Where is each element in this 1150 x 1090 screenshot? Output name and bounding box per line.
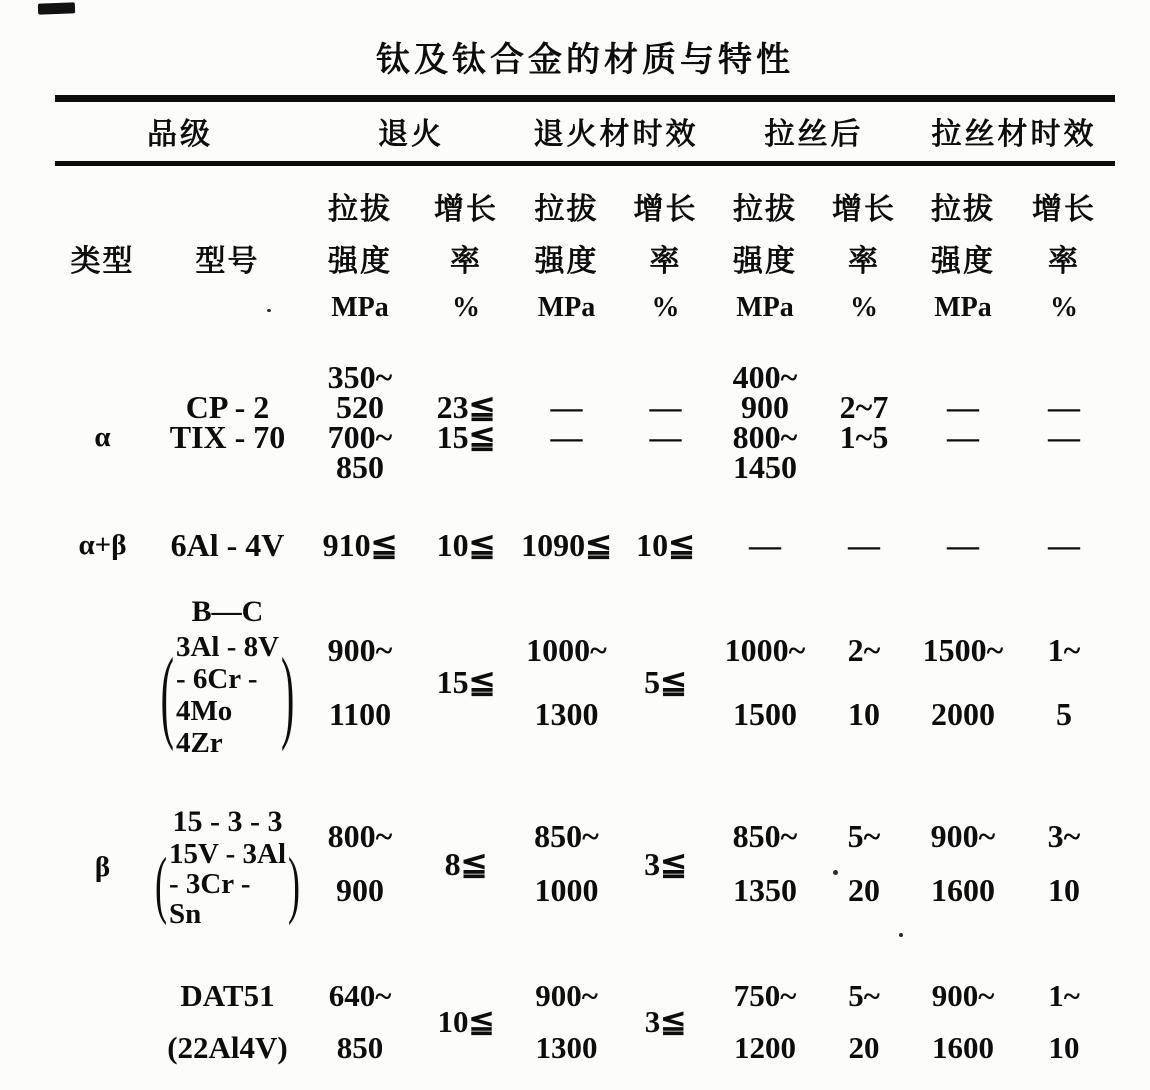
formula-line: - 3Cr - [168, 867, 251, 900]
value-cell: — [550, 388, 583, 425]
col-header-strength-line2: 强度 [931, 245, 995, 278]
formula-lines [169, 839, 286, 929]
value-top: 900~ [931, 978, 995, 1013]
col-header-strength-line2: 强度 [733, 245, 797, 278]
value-cell: — [848, 526, 880, 563]
col-header-elongation-line1: 增长 [633, 193, 698, 226]
column-header-row [55, 170, 1115, 332]
model-cell [150, 975, 305, 1067]
col-header-strength-line3: MPa [736, 292, 794, 323]
model-cell: TIX - 70 [169, 418, 286, 455]
value-cell: 910≦ [322, 527, 398, 563]
value-cell [616, 975, 715, 1067]
col-header-elongation-line3: % [850, 292, 878, 323]
model-cell: 6Al - 4V [170, 526, 285, 563]
col-header-spacer [150, 180, 305, 232]
type-cell: α+β [78, 528, 127, 561]
empty-cell [913, 452, 1013, 482]
value-bottom: 10 [1048, 872, 1080, 908]
col-header-strength-line1: 拉拔 [733, 193, 797, 226]
formula-line: - 6Cr - [175, 662, 258, 695]
group-header-drawn-aged: 拉丝材时效 [931, 118, 1097, 151]
alloy-formula [159, 631, 297, 759]
value-bottom: 20 [848, 872, 880, 908]
row-group-alpha [55, 358, 1115, 485]
value-cell: — [947, 418, 979, 455]
empty-cell [815, 362, 913, 392]
col-header-elongation-line1: 增长 [434, 193, 498, 226]
value-cell [415, 595, 517, 765]
value-cell: 1~5 [839, 418, 889, 455]
formula-line: 3Al - 8V [175, 630, 280, 663]
group-header-grade: 品级 [147, 118, 213, 151]
model-cell [150, 595, 305, 765]
empty-cell [55, 975, 150, 1067]
value-cell: 850 [336, 448, 384, 485]
value-top: 2~ [847, 631, 881, 668]
value-top: 800~ [327, 818, 393, 854]
value-bottom: 1300 [535, 1030, 598, 1065]
row-group-beta [55, 805, 1115, 930]
value-bottom: 1200 [734, 1030, 796, 1065]
group-header-annealed: 退火 [378, 118, 444, 151]
value-cell: 350~ [327, 358, 393, 395]
formula-lines [176, 631, 279, 759]
col-header-elongation-line3: % [452, 292, 480, 323]
value-top: 900~ [327, 631, 393, 668]
scan-speck [267, 309, 271, 312]
empty-cell [517, 452, 616, 482]
col-header-strength-line3: MPa [331, 292, 389, 323]
empty-cell [815, 452, 913, 482]
value-top: 5~ [848, 978, 880, 1013]
value-top: 1~ [1047, 631, 1081, 668]
row-group-alpha-beta [55, 528, 1115, 562]
value-cell [1013, 975, 1115, 1067]
row-group-b-c [55, 595, 1115, 765]
col-header-spacer [55, 284, 150, 332]
top-rule [55, 95, 1115, 102]
col-header-elongation-line2: 率 [848, 245, 880, 278]
col-header-strength-line1: 拉拔 [328, 193, 392, 226]
col-header-strength-line2: 强度 [328, 245, 392, 278]
value-cell: 1090≦ [521, 527, 612, 563]
empty-cell [913, 362, 1013, 392]
value-cell: — [649, 388, 682, 425]
model-heading: 15 - 3 - 3 [172, 805, 283, 838]
col-header-elongation-line2: 率 [649, 245, 682, 278]
value-cell: 23≦ [436, 389, 496, 425]
brace-left-paren: ( [154, 842, 167, 926]
value-bottom: 1000 [534, 872, 599, 908]
value-bottom: 1350 [733, 872, 797, 908]
formula-line: 15V - 3Al [168, 837, 287, 870]
value-cell [616, 595, 715, 765]
empty-cell [616, 362, 715, 392]
value-top: 1000~ [724, 631, 806, 668]
value-cell [305, 805, 415, 930]
col-header-elongation-line1: 增长 [832, 193, 896, 226]
value-top: 900~ [535, 978, 598, 1013]
col-header-elongation-line2: 率 [1048, 245, 1080, 278]
value-mid: 3≦ [644, 845, 687, 882]
value-cell: — [1048, 388, 1080, 425]
value-cell [715, 975, 815, 1067]
value-bottom: 10 [1048, 1030, 1080, 1065]
value-bottom: 1600 [931, 872, 995, 908]
brace-right-paren: ) [288, 842, 301, 926]
scan-speck [899, 933, 903, 937]
value-cell [1013, 805, 1115, 930]
value-cell [415, 805, 517, 930]
value-cell [517, 975, 616, 1067]
value-cell [815, 595, 913, 765]
group-header-annealed-aged: 退火材时效 [533, 118, 699, 151]
value-cell: 1450 [733, 448, 797, 485]
value-cell [517, 595, 616, 765]
empty-cell [616, 452, 715, 482]
value-cell [715, 595, 815, 765]
type-cell: β [94, 851, 111, 883]
value-top: 1000~ [526, 631, 607, 668]
empty-cell [415, 452, 517, 482]
value-bottom: 1300 [534, 695, 599, 732]
value-top: 750~ [733, 978, 797, 1013]
value-cell: 2~7 [839, 388, 889, 425]
value-bottom: 5 [1056, 695, 1072, 732]
type-cell: α [94, 420, 111, 453]
value-cell [913, 805, 1013, 930]
value-bottom: 2000 [931, 695, 995, 732]
value-bottom: 850 [336, 1030, 384, 1065]
alloy-formula [153, 839, 302, 929]
value-top: 850~ [732, 818, 798, 854]
value-bottom: 20 [848, 1030, 880, 1065]
value-mid: 15≦ [436, 664, 496, 700]
value-cell [815, 805, 913, 930]
value-cell: 700~ [327, 418, 393, 455]
value-cell [415, 975, 517, 1067]
group-header-after-drawing: 拉丝后 [764, 118, 864, 151]
scan-artifact [38, 2, 75, 14]
empty-cell [1013, 362, 1115, 392]
value-cell: 800~ [732, 418, 798, 455]
group-header-row [55, 104, 1115, 158]
value-cell: — [749, 526, 781, 563]
value-cell: — [550, 418, 583, 455]
col-header-model: 型号 [195, 245, 260, 278]
value-cell: — [1048, 418, 1080, 455]
value-bottom: 10 [848, 695, 880, 732]
value-cell: 900 [741, 388, 789, 425]
value-cell [1013, 595, 1115, 765]
header-rule [55, 161, 1115, 166]
value-cell [715, 805, 815, 930]
formula-line: 4Mo [175, 694, 233, 727]
col-header-elongation-line3: % [1050, 292, 1078, 323]
value-top: 850~ [534, 818, 599, 854]
model-heading: B—C [191, 595, 264, 628]
value-cell: — [947, 388, 979, 425]
empty-cell [55, 392, 150, 422]
value-mid: 3≦ [644, 1004, 687, 1039]
col-header-elongation-line3: % [651, 292, 680, 323]
table-title: 钛及钛合金的材质与特性 [376, 42, 794, 79]
empty-cell [150, 452, 305, 482]
empty-cell [1013, 452, 1115, 482]
value-top: 5~ [847, 818, 881, 854]
col-header-strength-line2: 强度 [534, 245, 599, 278]
empty-cell [55, 595, 150, 765]
col-header-strength-line3: MPa [537, 292, 596, 323]
col-header-strength-line3: MPa [934, 292, 992, 323]
value-top: 1~ [1048, 978, 1080, 1013]
formula-line: Sn [168, 897, 202, 930]
model-bottom: (22Al4V) [167, 1030, 288, 1065]
value-cell [305, 595, 415, 765]
brace-right-paren: ) [281, 635, 295, 753]
col-header-spacer [55, 180, 150, 232]
value-bottom: 1100 [328, 695, 392, 732]
value-top: 640~ [328, 978, 392, 1013]
col-header-elongation-line2: 率 [450, 245, 482, 278]
col-header-elongation-line1: 增长 [1032, 193, 1096, 226]
col-header-strength-line1: 拉拔 [931, 193, 995, 226]
col-header-type: 类型 [70, 245, 135, 278]
col-header-strength-line1: 拉拔 [534, 193, 599, 226]
value-cell [616, 805, 715, 930]
value-bottom: 1500 [733, 695, 797, 732]
formula-line: 4Zr [175, 726, 223, 759]
value-cell [913, 975, 1013, 1067]
model-cell: CP - 2 [185, 388, 270, 425]
empty-cell [55, 452, 150, 482]
value-cell [815, 975, 913, 1067]
value-top: 3~ [1047, 818, 1081, 854]
value-mid: 5≦ [644, 664, 687, 700]
value-cell: 10≦ [436, 527, 496, 563]
value-bottom: 1600 [932, 1030, 994, 1065]
value-cell: — [947, 526, 979, 563]
value-mid: 10≦ [437, 1004, 495, 1039]
value-cell: — [1048, 526, 1080, 563]
model-cell [150, 805, 305, 930]
value-cell [517, 805, 616, 930]
brace-left-paren: ( [160, 635, 174, 753]
value-cell [305, 975, 415, 1067]
value-cell: 10≦ [636, 527, 695, 563]
col-header-spacer [150, 284, 305, 332]
model-top: DAT51 [180, 978, 275, 1013]
value-mid: 8≦ [444, 845, 488, 882]
empty-cell [150, 362, 305, 392]
value-cell: — [649, 418, 682, 455]
empty-cell [517, 362, 616, 392]
value-cell: 520 [336, 388, 384, 425]
value-top: 1500~ [922, 631, 1004, 668]
value-bottom: 900 [336, 872, 384, 908]
row-group-dat51 [55, 975, 1115, 1067]
value-cell [913, 595, 1013, 765]
value-cell: 400~ [732, 358, 798, 395]
value-top: 900~ [930, 818, 996, 854]
value-cell: 15≦ [436, 419, 496, 455]
empty-cell [55, 362, 150, 392]
